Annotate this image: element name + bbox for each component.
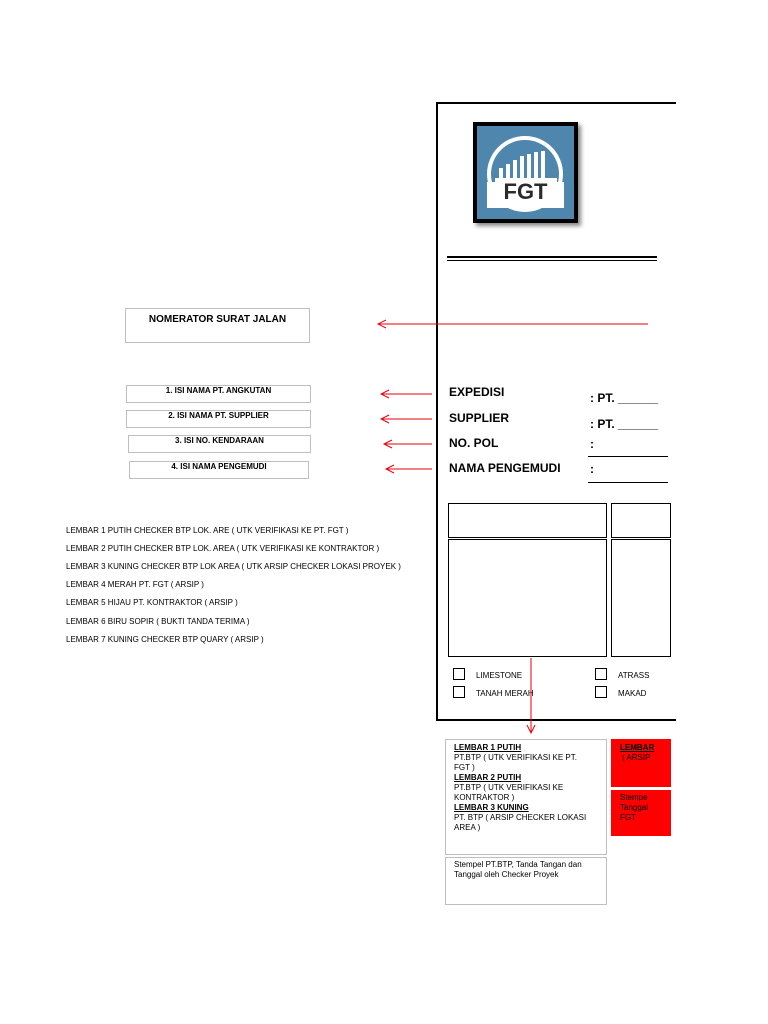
field-label-nopol: NO. POL (449, 436, 499, 450)
lembar2-title: LEMBAR 2 PUTIH (454, 773, 522, 782)
field-label-supplier: SUPPLIER (449, 411, 510, 425)
lembar2-text: PT.BTP ( UTK VERIFIKASI KE KONTRAKTOR ) (454, 783, 564, 802)
lembar3-title: LEMBAR 3 KUNING (454, 803, 529, 812)
legend-line: LEMBAR 2 PUTIH CHECKER BTP LOK. AREA ( UTK VERIFIKASI KE KONTRAKTOR ) (66, 544, 380, 553)
field-value-nopol[interactable]: : (590, 437, 594, 451)
legend-line: LEMBAR 3 KUNING CHECKER BTP LOK AREA ( UTK ARSIP CHECKER LOKASI PROYEK ) (66, 562, 401, 571)
checkbox-label: LIMESTONE (476, 671, 523, 680)
legend-line: LEMBAR 7 KUNING CHECKER BTP QUARY ( ARSIP ) (66, 635, 264, 644)
step-label: 2. ISI NAMA PT. SUPPLIER (168, 411, 269, 420)
red-stempel-text: Stempe Tanggal FGT (620, 793, 649, 822)
checkbox-label: TANAH MERAH (476, 689, 534, 698)
field-value-pengemudi[interactable]: : (590, 462, 594, 476)
step-label: 1. ISI NAMA PT. ANGKUTAN (165, 386, 272, 395)
red-lembar-title: LEMBAR (620, 743, 655, 752)
red-lembar-text: ( ARSIP (622, 753, 651, 762)
lembar1-text: PT.BTP ( UTK VERIFIKASI KE PT. FGT ) (454, 753, 577, 772)
lembar1-title: LEMBAR 1 PUTIH (454, 743, 522, 752)
stempel-text: Stempel PT.BTP, Tanda Tangan dan Tanggal oleh Checker Proyek (454, 860, 582, 879)
lembar3-text: PT. BTP ( ARSIP CHECKER LOKASI AREA ) (454, 813, 587, 832)
field-label-expedisi: EXPEDISI (449, 385, 505, 399)
checkbox-label: ATRASS (618, 671, 650, 680)
checkbox-label: MAKAD (618, 689, 647, 698)
legend-line: LEMBAR 4 MERAH PT. FGT ( ARSIP ) (66, 580, 204, 589)
legend-line: LEMBAR 6 BIRU SOPIR ( BUKTI TANDA TERIMA ) (66, 617, 250, 626)
legend-line: LEMBAR 5 HIJAU PT. KONTRAKTOR ( ARSIP ) (66, 598, 238, 607)
logo-text: FGT (503, 179, 548, 204)
nomerator-label: NOMERATOR SURAT JALAN (148, 314, 287, 325)
field-value-supplier[interactable]: : PT. ______ (590, 417, 659, 431)
legend-line: LEMBAR 1 PUTIH CHECKER BTP LOK. ARE ( UTK VERIFIKASI KE PT. FGT ) (66, 526, 349, 535)
field-value-expedisi[interactable]: : PT. ______ (590, 391, 659, 405)
step-label: 3. ISI NO. KENDARAAN (175, 436, 264, 445)
field-label-pengemudi: NAMA PENGEMUDI (449, 461, 561, 475)
step-label: 4. ISI NAMA PENGEMUDI (171, 462, 267, 471)
